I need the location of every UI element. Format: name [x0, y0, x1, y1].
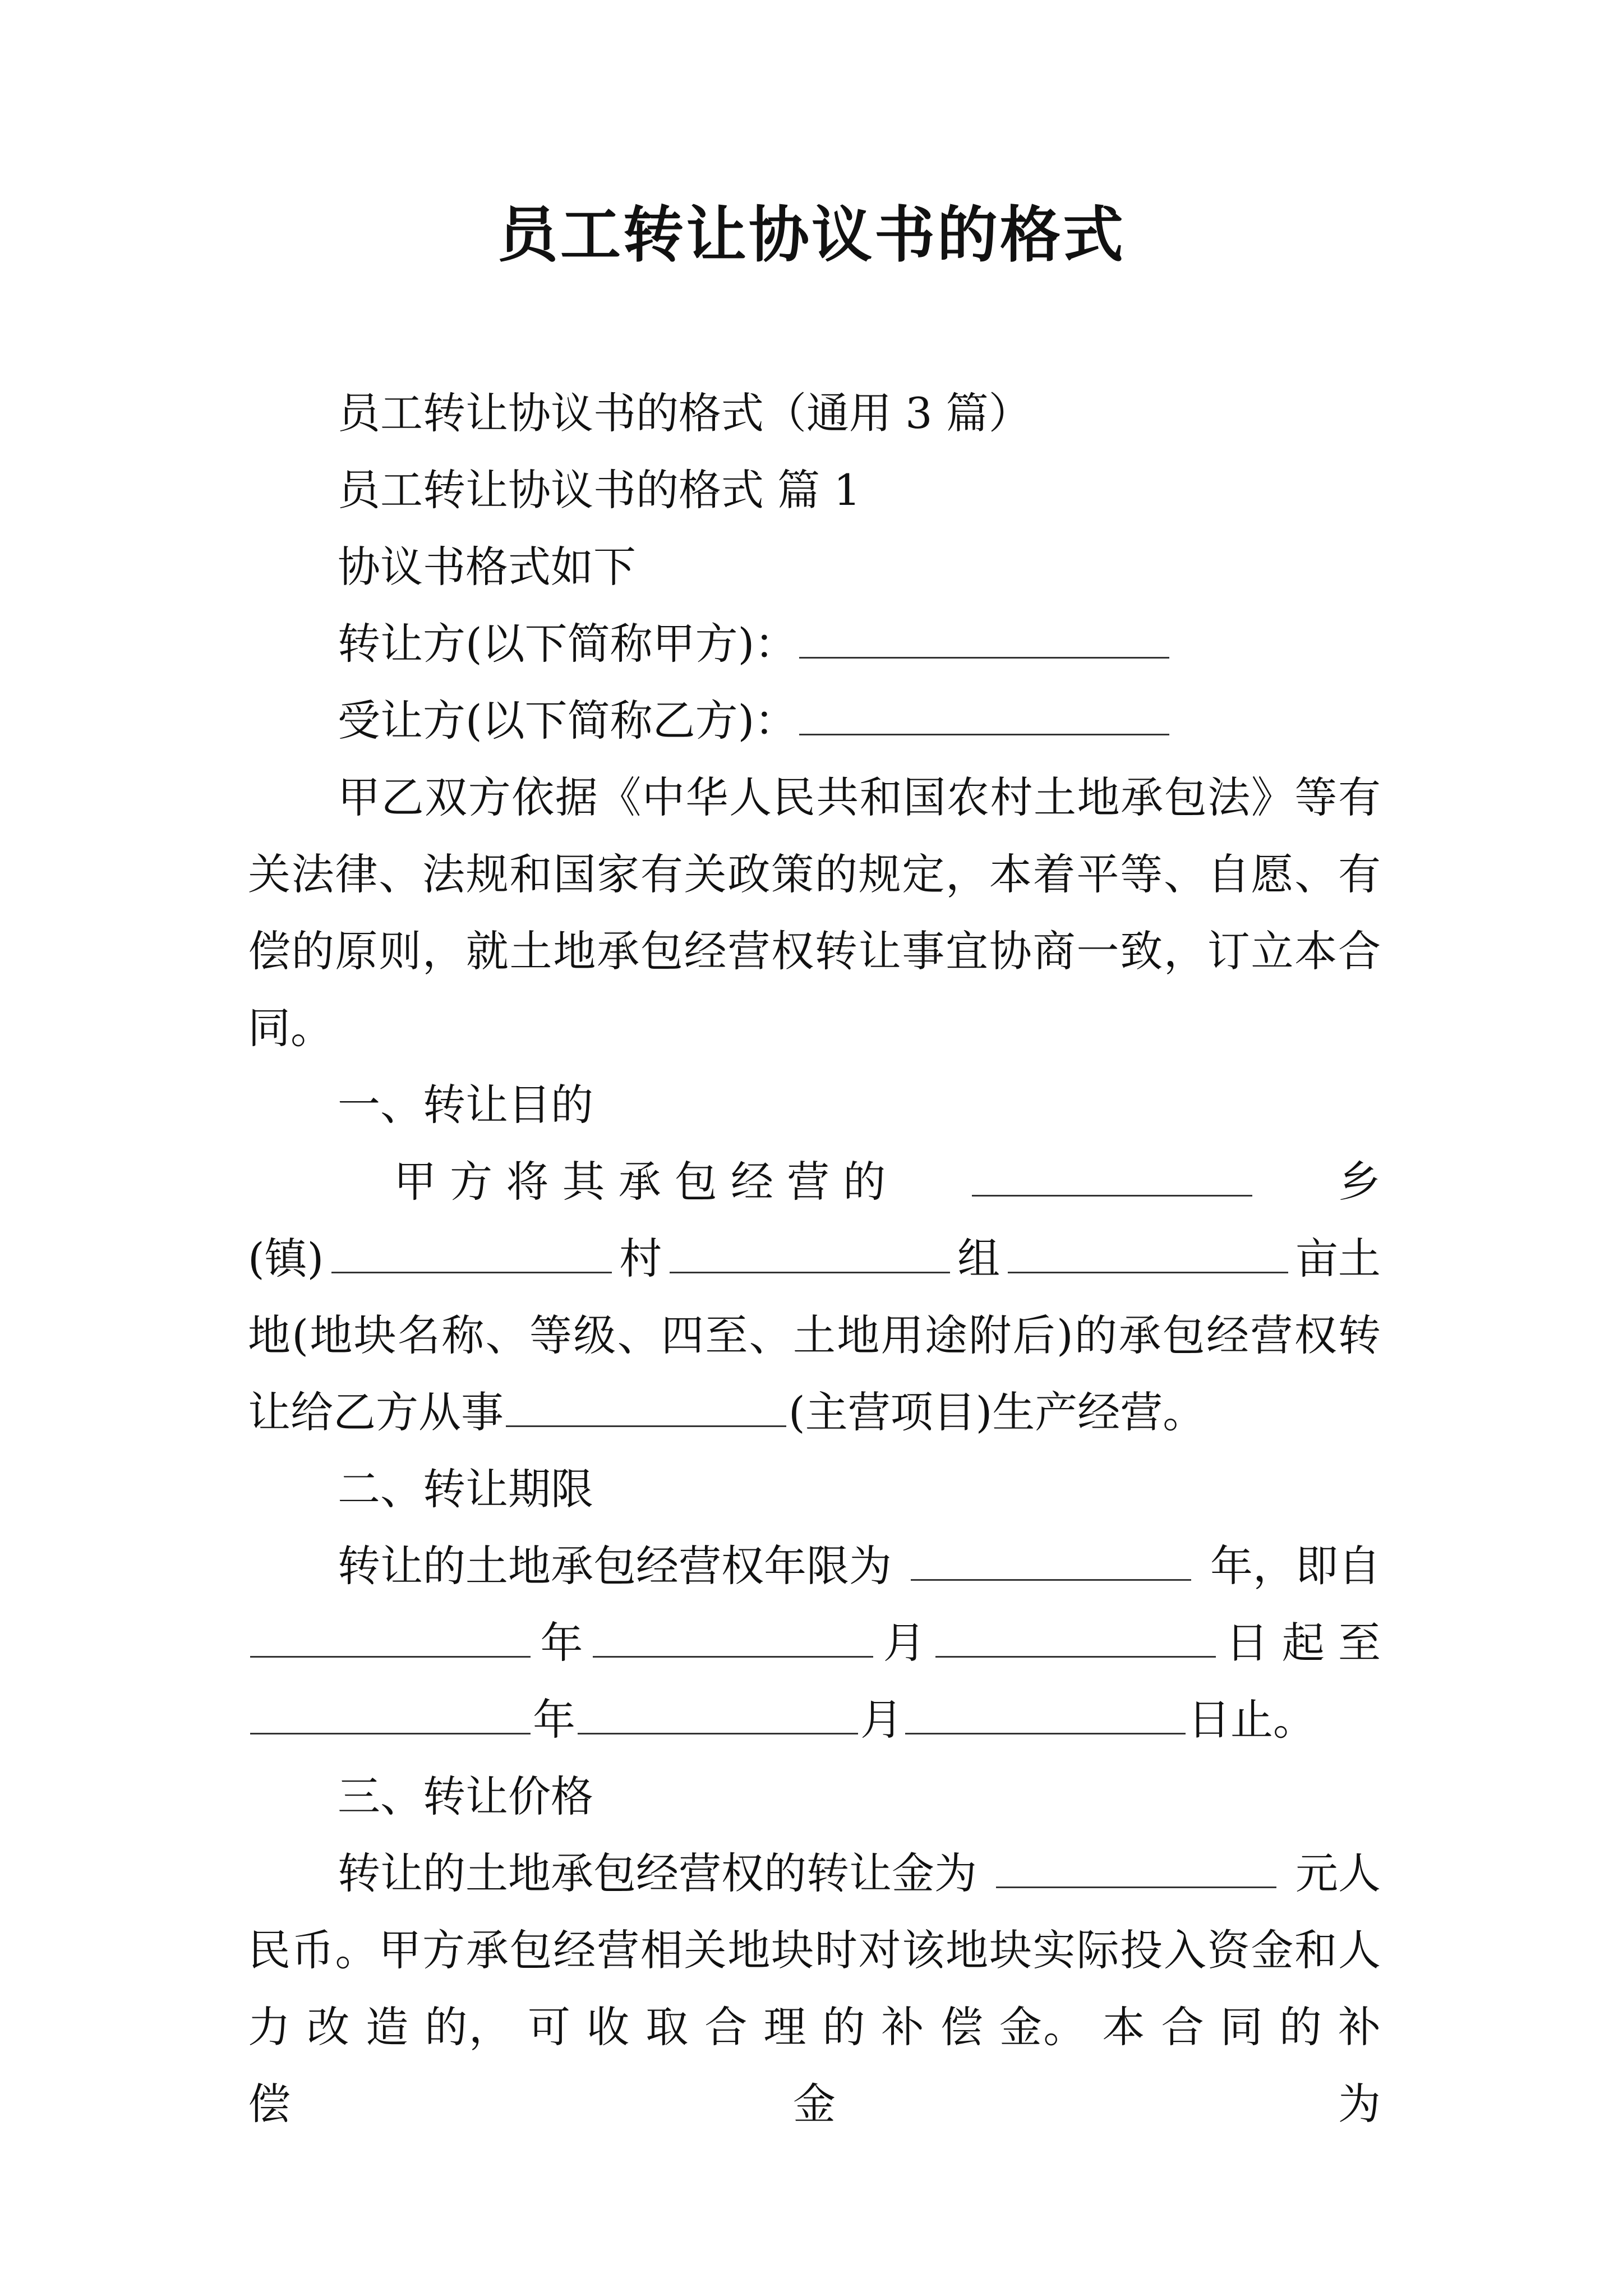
section1-line1: [248, 1143, 1381, 1220]
section3-line1: [248, 1835, 1381, 1912]
section3-text: 元人: [1295, 1848, 1381, 1898]
document-body: [248, 375, 1381, 2142]
section1-text: (镇): [248, 1234, 324, 1283]
section1-text: 甲 方 将 其 承 包 经 营 的: [394, 1157, 886, 1207]
section2-text: 日 起 至: [1225, 1618, 1381, 1668]
document-title: 员工转让协议书的格式: [497, 200, 1126, 270]
section1-text: 组: [957, 1234, 1000, 1283]
section3-line2: 民币。甲方承包经营相关地块时对该地块实际投入资金和人: [248, 1925, 1381, 1975]
party-a-blank[interactable]: [799, 616, 1169, 659]
section3-text: 转让的土地承包经营权的转让金为: [338, 1848, 977, 1898]
intro-line: 关法律、法规和国家有关政策的规定，本着平等、自愿、有: [248, 849, 1381, 899]
start-month-blank[interactable]: [593, 1616, 873, 1658]
part-heading: 员工转让协议书的格式 篇 1: [338, 465, 861, 515]
section2-text: 年: [540, 1618, 583, 1668]
section2-text: 转让的土地承包经营权年限为: [338, 1541, 892, 1591]
section1-text: 乡: [1338, 1157, 1381, 1207]
price-blank[interactable]: [996, 1846, 1276, 1888]
subtitle: 员工转让协议书的格式（通用 3 篇）: [338, 388, 1031, 438]
party-b-label: 受让方(以下简称乙方)：: [338, 696, 797, 746]
project-blank[interactable]: [506, 1385, 786, 1427]
party-b-line: [248, 682, 1381, 759]
section1-text: 让给乙方从事: [248, 1387, 504, 1437]
group-blank[interactable]: [1008, 1231, 1288, 1273]
section1-text: 村: [619, 1234, 662, 1283]
section2-text: 月: [860, 1695, 903, 1745]
section1-text: 亩土: [1295, 1234, 1381, 1283]
village-blank[interactable]: [670, 1231, 950, 1273]
party-a-label: 转让方(以下简称甲方)：: [338, 619, 797, 669]
intro-line: 同。: [248, 1003, 333, 1053]
intro-line: 偿的原则，就土地承包经营权转让事宜协商一致，订立本合: [248, 926, 1381, 976]
section2-text: 日止。: [1188, 1695, 1316, 1745]
section2-text: 月: [883, 1618, 926, 1668]
section1-line4: [248, 1374, 1381, 1451]
section1-line3: 地(地块名称、等级、四至、土地用途附后)的承包经营权转: [248, 1310, 1381, 1360]
end-day-blank[interactable]: [905, 1692, 1186, 1734]
end-year-blank[interactable]: [250, 1692, 531, 1734]
section2-text: 年，即自: [1210, 1541, 1381, 1591]
intro-line: 甲乙双方依据《中华人民共和国农村土地承包法》等有: [338, 772, 1381, 822]
format-intro: 协议书格式如下: [338, 542, 636, 592]
intro-paragraph: [248, 759, 1381, 1066]
section3-line3: 力 改 造 的， 可 收 取 合 理 的 补 偿 金。 本 合 同 的 补 偿 金 为: [248, 2002, 1381, 2129]
section2-heading: 二、转让期限: [338, 1464, 593, 1514]
section2-line2: [248, 1604, 1381, 1681]
section1-heading: 一、转让目的: [338, 1080, 593, 1130]
section1-line2: [248, 1220, 1381, 1297]
end-month-blank[interactable]: [578, 1692, 858, 1734]
section3-heading: 三、转让价格: [338, 1772, 593, 1821]
party-b-blank[interactable]: [799, 693, 1169, 735]
party-a-line: [248, 605, 1381, 682]
section1-text: (主营项目)生产经营。: [789, 1387, 1206, 1437]
start-day-blank[interactable]: [935, 1616, 1216, 1658]
town-blank[interactable]: [331, 1231, 612, 1273]
township-blank[interactable]: [972, 1154, 1252, 1197]
start-year-blank[interactable]: [250, 1616, 531, 1658]
term-years-blank[interactable]: [911, 1539, 1191, 1581]
section2-text: 年: [533, 1695, 575, 1745]
section2-line3: [248, 1681, 1381, 1758]
section2-line1: [248, 1527, 1381, 1604]
